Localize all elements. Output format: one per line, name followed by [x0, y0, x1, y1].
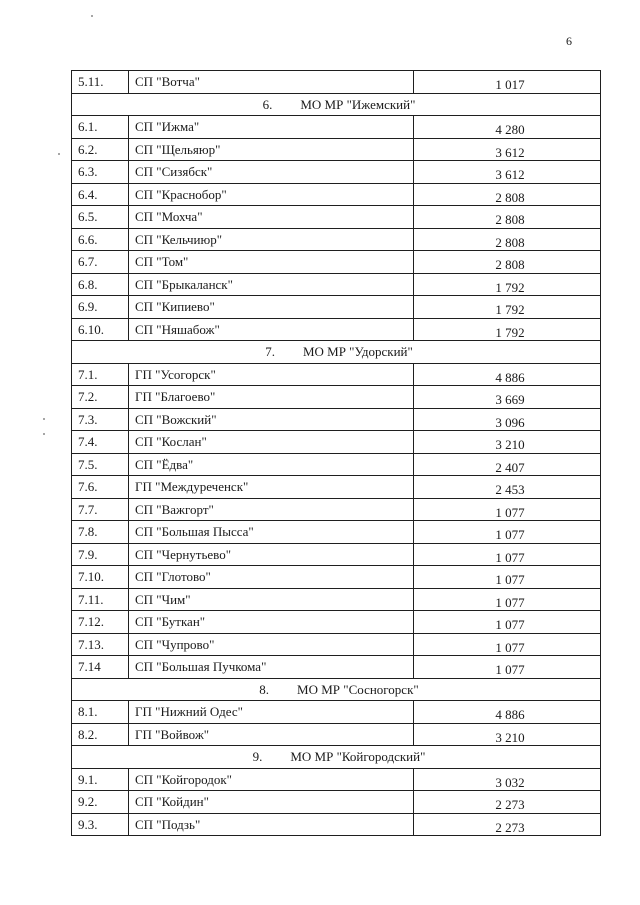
amount-value: 4 886 — [495, 369, 525, 385]
amount-cell — [414, 588, 601, 611]
amount-value: 1 792 — [495, 324, 525, 340]
settlement-name: СП "Ёдва" — [129, 453, 414, 476]
amount-value: 3 612 — [495, 144, 525, 160]
table-row — [72, 228, 601, 251]
table-row — [72, 431, 601, 454]
table-row — [72, 701, 601, 724]
scan-speck — [91, 15, 93, 17]
amount-value: 3 210 — [495, 437, 525, 453]
row-number: 6.3. — [72, 161, 129, 184]
section-header-row — [72, 746, 601, 769]
amount-value: 3 032 — [495, 774, 525, 790]
table-row — [72, 521, 601, 544]
settlement-name: ГП "Нижний Одес" — [129, 701, 414, 724]
amount-value: 1 792 — [495, 279, 525, 295]
amount-cell — [414, 296, 601, 319]
table-row — [72, 566, 601, 589]
table-row — [72, 768, 601, 791]
section-header-cell — [72, 678, 601, 701]
row-number: 6.9. — [72, 296, 129, 319]
row-number: 7.2. — [72, 386, 129, 409]
table-row — [72, 813, 601, 836]
scan-speck — [58, 153, 60, 155]
amount-cell — [414, 206, 601, 229]
amount-value: 2 407 — [495, 459, 525, 475]
amount-value: 1 077 — [495, 639, 525, 655]
table-row — [72, 633, 601, 656]
settlement-name: ГП "Междуреченск" — [129, 476, 414, 499]
table-row — [72, 273, 601, 296]
settlement-name: СП "Мохча" — [129, 206, 414, 229]
section-header-cell — [72, 746, 601, 769]
amount-cell — [414, 251, 601, 274]
table-row — [72, 386, 601, 409]
amount-value: 1 077 — [495, 527, 525, 543]
settlement-name: СП "Чим" — [129, 588, 414, 611]
row-number: 7.4. — [72, 431, 129, 454]
amount-value: 1 077 — [495, 594, 525, 610]
amount-cell — [414, 71, 601, 94]
table-row — [72, 476, 601, 499]
amount-cell — [414, 431, 601, 454]
row-number: 6.8. — [72, 273, 129, 296]
settlement-name: СП "Важгорт" — [129, 498, 414, 521]
settlement-name: СП "Чупрово" — [129, 633, 414, 656]
settlement-name: СП "Ижма" — [129, 116, 414, 139]
row-number: 6.2. — [72, 138, 129, 161]
amount-value: 1 077 — [495, 662, 525, 678]
settlement-name: СП "Вожский" — [129, 408, 414, 431]
table-row — [72, 251, 601, 274]
row-number: 7.11. — [72, 588, 129, 611]
settlement-name: ГП "Войвож" — [129, 723, 414, 746]
row-number: 6.4. — [72, 183, 129, 206]
settlement-name: СП "Брыкаланск" — [129, 273, 414, 296]
row-number: 9.1. — [72, 768, 129, 791]
amount-cell — [414, 363, 601, 386]
settlement-name: СП "Большая Пучкома" — [129, 656, 414, 679]
amount-cell — [414, 723, 601, 746]
amount-cell — [414, 656, 601, 679]
section-header-row — [72, 341, 601, 364]
amount-value: 2 808 — [495, 212, 525, 228]
table-body — [72, 71, 601, 836]
budget-allocation-table — [71, 70, 601, 836]
amount-cell — [414, 633, 601, 656]
amount-value: 2 273 — [495, 797, 525, 813]
section-title: МО МР "Ижемский" — [300, 96, 416, 112]
table-row — [72, 206, 601, 229]
amount-value: 1 017 — [495, 77, 525, 93]
settlement-name: СП "Большая Пысса" — [129, 521, 414, 544]
table-row — [72, 363, 601, 386]
amount-cell — [414, 318, 601, 341]
settlement-name: ГП "Усогорск" — [129, 363, 414, 386]
settlement-name: СП "Краснобор" — [129, 183, 414, 206]
page-number: 6 — [566, 34, 572, 48]
section-title: МО МР "Койгородский" — [290, 749, 426, 765]
amount-cell — [414, 611, 601, 634]
amount-cell — [414, 161, 601, 184]
table-row — [72, 296, 601, 319]
settlement-name: СП "Глотово" — [129, 566, 414, 589]
settlement-name: СП "Том" — [129, 251, 414, 274]
table-row — [72, 71, 601, 94]
amount-value: 2 453 — [495, 482, 525, 498]
row-number: 9.2. — [72, 791, 129, 814]
amount-value: 3 612 — [495, 167, 525, 183]
amount-cell — [414, 138, 601, 161]
settlement-name: СП "Сизябск" — [129, 161, 414, 184]
settlement-name: СП "Чернутьево" — [129, 543, 414, 566]
row-number: 7.9. — [72, 543, 129, 566]
amount-value: 4 280 — [495, 122, 525, 138]
section-number: 6. — [262, 96, 273, 112]
section-number: 9. — [252, 749, 263, 765]
settlement-name: СП "Вотча" — [129, 71, 414, 94]
amount-cell — [414, 183, 601, 206]
amount-cell — [414, 386, 601, 409]
row-number: 6.10. — [72, 318, 129, 341]
amount-value: 1 792 — [495, 302, 525, 318]
amount-value: 2 808 — [495, 257, 525, 273]
settlement-name: СП "Кипиево" — [129, 296, 414, 319]
table-row — [72, 318, 601, 341]
amount-cell — [414, 813, 601, 836]
table-row — [72, 453, 601, 476]
row-number: 7.5. — [72, 453, 129, 476]
section-header-cell — [72, 93, 601, 116]
amount-value: 3 096 — [495, 414, 525, 430]
amount-cell — [414, 701, 601, 724]
row-number: 6.1. — [72, 116, 129, 139]
row-number: 5.11. — [72, 71, 129, 94]
amount-cell — [414, 476, 601, 499]
table-row — [72, 183, 601, 206]
section-title: МО МР "Удорский" — [302, 344, 413, 360]
table-row — [72, 723, 601, 746]
section-header-row — [72, 93, 601, 116]
table-row — [72, 161, 601, 184]
amount-cell — [414, 228, 601, 251]
row-number: 8.1. — [72, 701, 129, 724]
settlement-name: СП "Кослан" — [129, 431, 414, 454]
settlement-name: СП "Койдин" — [129, 791, 414, 814]
row-number: 7.8. — [72, 521, 129, 544]
row-number: 6.7. — [72, 251, 129, 274]
section-number: 8. — [259, 681, 270, 697]
amount-value: 2 808 — [495, 234, 525, 250]
row-number: 7.12. — [72, 611, 129, 634]
table-row — [72, 138, 601, 161]
row-number: 7.14 — [72, 656, 129, 679]
amount-value: 1 077 — [495, 549, 525, 565]
row-number: 7.1. — [72, 363, 129, 386]
row-number: 7.3. — [72, 408, 129, 431]
row-number: 7.13. — [72, 633, 129, 656]
scan-speck — [43, 418, 45, 420]
row-number: 6.6. — [72, 228, 129, 251]
amount-value: 1 077 — [495, 504, 525, 520]
row-number: 7.6. — [72, 476, 129, 499]
row-number: 6.5. — [72, 206, 129, 229]
amount-cell — [414, 768, 601, 791]
settlement-name: СП "Подзь" — [129, 813, 414, 836]
amount-cell — [414, 273, 601, 296]
amount-cell — [414, 498, 601, 521]
settlement-name: СП "Кельчиюр" — [129, 228, 414, 251]
amount-cell — [414, 791, 601, 814]
row-number: 8.2. — [72, 723, 129, 746]
amount-cell — [414, 116, 601, 139]
amount-value: 1 077 — [495, 617, 525, 633]
amount-value: 4 886 — [495, 707, 525, 723]
table-row — [72, 543, 601, 566]
table-row — [72, 791, 601, 814]
section-header-row — [72, 678, 601, 701]
row-number: 7.10. — [72, 566, 129, 589]
amount-cell — [414, 521, 601, 544]
amount-cell — [414, 453, 601, 476]
row-number: 7.7. — [72, 498, 129, 521]
table-row — [72, 116, 601, 139]
amount-value: 3 210 — [495, 729, 525, 745]
table-row — [72, 498, 601, 521]
table-row — [72, 588, 601, 611]
section-title: МО МР "Сосногорск" — [297, 681, 419, 697]
settlement-name: СП "Койгородок" — [129, 768, 414, 791]
row-number: 9.3. — [72, 813, 129, 836]
amount-cell — [414, 408, 601, 431]
settlement-name: СП "Няшабож" — [129, 318, 414, 341]
section-number: 7. — [265, 344, 275, 360]
settlement-name: СП "Буткан" — [129, 611, 414, 634]
scan-speck — [43, 433, 45, 435]
amount-value: 2 808 — [495, 189, 525, 205]
section-header-cell — [72, 341, 601, 364]
amount-value: 3 669 — [495, 392, 525, 408]
settlement-name: СП "Щельяюр" — [129, 138, 414, 161]
table-row — [72, 408, 601, 431]
table-row — [72, 611, 601, 634]
amount-value: 1 077 — [495, 572, 525, 588]
settlement-name: ГП "Благоево" — [129, 386, 414, 409]
amount-value: 2 273 — [495, 819, 525, 835]
amount-cell — [414, 543, 601, 566]
table-row — [72, 656, 601, 679]
amount-cell — [414, 566, 601, 589]
